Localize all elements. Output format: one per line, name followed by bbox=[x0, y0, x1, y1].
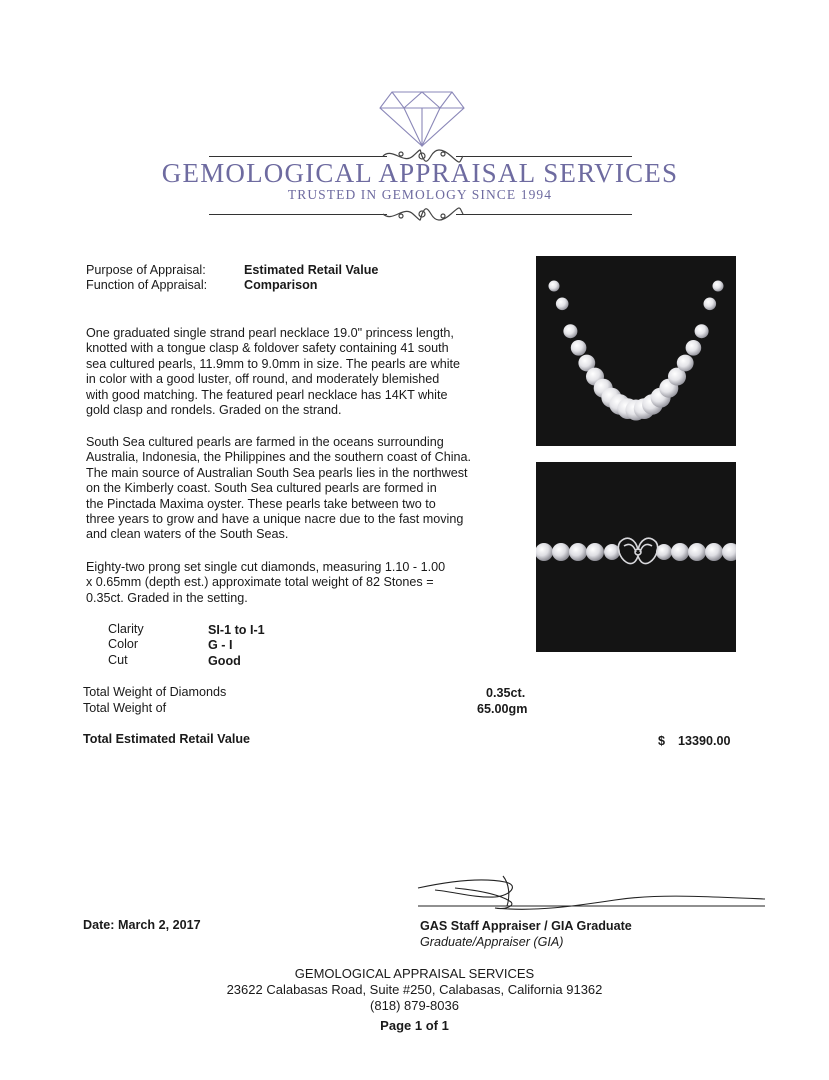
header-rule-top-right bbox=[456, 156, 632, 157]
retail-value-label: Total Estimated Retail Value bbox=[83, 732, 251, 746]
company-name: GEMOLOGICAL APPRAISAL SERVICES bbox=[161, 158, 679, 188]
scroll-flourish-icon bbox=[379, 203, 465, 225]
text-line: One graduated single strand pearl necklace 19.0" princess length, bbox=[86, 326, 454, 340]
pearl-clasp-image bbox=[536, 462, 736, 652]
text-line: with good matching. The featured pearl necklace has 14KT white bbox=[86, 387, 448, 402]
retail-currency: $ bbox=[658, 734, 666, 748]
appraisal-date: Date: March 2, 2017 bbox=[83, 918, 201, 932]
text-line: The main source of Australian South Sea pearls lies in the northwest bbox=[86, 465, 468, 480]
text-line: sea cultured pearls, 11.9mm to 9.0mm in size. The pearls are white bbox=[86, 356, 461, 371]
purpose-value: Estimated Retail Value bbox=[244, 263, 379, 277]
description-paragraph-1 bbox=[86, 326, 516, 418]
pearl bbox=[686, 340, 702, 356]
pearl bbox=[677, 355, 694, 372]
pearl bbox=[549, 281, 560, 292]
header-rule-bottom-right bbox=[456, 214, 632, 215]
pearl bbox=[571, 340, 587, 356]
text-line: x 0.65mm (depth est.) approximate total weight of 82 Stones = bbox=[86, 575, 434, 590]
cut-value: Good bbox=[208, 654, 241, 668]
appraiser-signature bbox=[415, 866, 770, 918]
text-line: gold clasp and rondels. Graded on the strand. bbox=[86, 403, 342, 418]
retail-value: 13390.00 bbox=[678, 734, 731, 748]
header-rule-bottom-left bbox=[209, 214, 387, 215]
text-line: and clean waters of the South Seas. bbox=[86, 527, 289, 542]
footer-company: GEMOLOGICAL APPRAISAL SERVICES bbox=[294, 966, 535, 981]
pearl bbox=[704, 298, 717, 311]
diamond-weight-value: 0.35ct. bbox=[486, 686, 526, 700]
necklace-photo bbox=[536, 256, 736, 446]
function-value: Comparison bbox=[244, 278, 318, 292]
text-line: South Sea cultured pearls are farmed in the oceans surrounding bbox=[86, 435, 444, 449]
letterhead bbox=[0, 0, 829, 230]
text-line: Eighty-two prong set single cut diamonds, measuring 1.10 - 1.00 bbox=[86, 560, 446, 574]
text-line: knotted with a tongue clasp & foldover safety containing 41 south bbox=[86, 341, 449, 356]
appraiser-title: GAS Staff Appraiser / GIA Graduate bbox=[420, 919, 632, 933]
pearl bbox=[713, 281, 724, 292]
text-line: three years to grow and have a unique nacre due to the fast moving bbox=[86, 512, 464, 527]
text-line: on the Kimberly coast. South Sea cultured pearls are formed in bbox=[86, 481, 437, 496]
text-line: Australia, Indonesia, the Philippines and the southern coast of China. bbox=[86, 450, 472, 465]
purpose-label: Purpose of Appraisal: bbox=[86, 263, 206, 277]
page-number: Page 1 of 1 bbox=[380, 1018, 449, 1033]
text-line: the Pinctada Maxima oyster. These pearls take between two to bbox=[86, 496, 436, 511]
pearl bbox=[563, 324, 577, 338]
footer-phone: (818) 879-8036 bbox=[370, 998, 459, 1013]
clasp-photo bbox=[536, 462, 736, 652]
color-value: G - I bbox=[208, 638, 233, 652]
pearl bbox=[695, 324, 709, 338]
footer-address: 23622 Calabasas Road, Suite #250, Calabasas, California 91362 bbox=[226, 982, 603, 997]
cut-label: Cut bbox=[108, 653, 128, 667]
company-tagline: TRUSTED IN GEMOLOGY SINCE 1994 bbox=[287, 187, 553, 202]
description-paragraph-2 bbox=[86, 435, 516, 543]
header-rule-top-left bbox=[209, 156, 387, 157]
appraiser-credential: Graduate/Appraiser (GIA) bbox=[420, 935, 564, 949]
color-label: Color bbox=[108, 637, 139, 651]
clarity-label: Clarity bbox=[108, 622, 144, 636]
pearl-strand-image bbox=[536, 256, 736, 446]
text-line: 0.35ct. Graded in the setting. bbox=[86, 590, 248, 605]
diamond-logo-icon bbox=[378, 88, 466, 148]
total-weight-value: 65.00gm bbox=[477, 702, 528, 716]
function-label: Function of Appraisal: bbox=[86, 278, 208, 292]
text-line: in color with a good luster, off round, and moderately blemished bbox=[86, 372, 440, 387]
diamond-weight-label: Total Weight of Diamonds bbox=[83, 685, 227, 699]
pearl bbox=[556, 298, 569, 311]
total-weight-label: Total Weight of bbox=[83, 701, 167, 715]
description-paragraph-3 bbox=[86, 560, 516, 606]
clarity-value: SI-1 to I-1 bbox=[208, 623, 265, 637]
